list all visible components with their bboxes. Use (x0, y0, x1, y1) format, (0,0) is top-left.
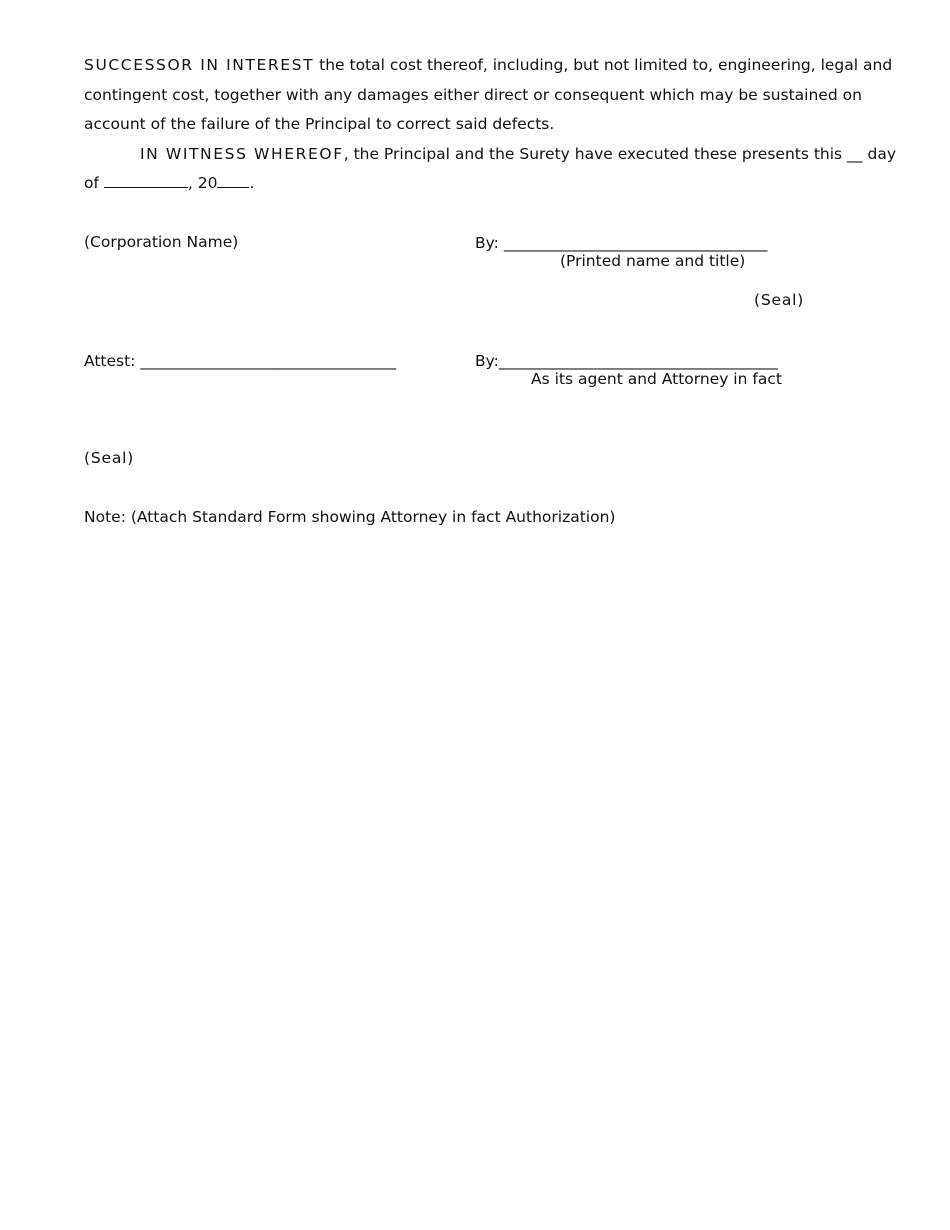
paragraph-line-3: account of the failure of the Principal to correct said defects. (84, 115, 555, 133)
line-1-text: the total cost thereof, including, but not limited to, engineering, legal and (314, 56, 893, 74)
agent-signature-line: By:____________________________________ (475, 352, 778, 370)
principal-signature-line: By: __________________________________ (475, 234, 768, 252)
corporation-name-label: (Corporation Name) (84, 233, 239, 251)
agent-attorney-caption: As its agent and Attorney in fact (531, 370, 782, 388)
successor-in-interest-caps: SUCCESSOR IN INTEREST (84, 56, 315, 74)
date-line (84, 173, 254, 193)
date-of-label: of (84, 174, 99, 192)
witness-text: , the Principal and the Surety have executed these presents this __ day (343, 145, 896, 163)
printed-name-title-caption: (Printed name and title) (560, 252, 746, 270)
date-comma-year: , 20 (187, 174, 218, 192)
date-period: . (249, 174, 255, 192)
attest-signature-line: Attest: _________________________________ (84, 352, 397, 370)
paragraph-line-1 (84, 55, 892, 75)
note-text: Note: (Attach Standard Form showing Attorney in fact Authorization) (84, 508, 616, 526)
paragraph-line-2: contingent cost, together with any damages either direct or consequent which may be sustained on (84, 86, 862, 104)
seal-label-right: (Seal) (754, 291, 805, 309)
date-month-blank (104, 173, 188, 188)
in-witness-whereof-caps: IN WITNESS WHEREOF (140, 145, 344, 163)
seal-label-left: (Seal) (84, 449, 135, 467)
date-year-blank (217, 173, 249, 188)
witness-line (140, 144, 896, 164)
